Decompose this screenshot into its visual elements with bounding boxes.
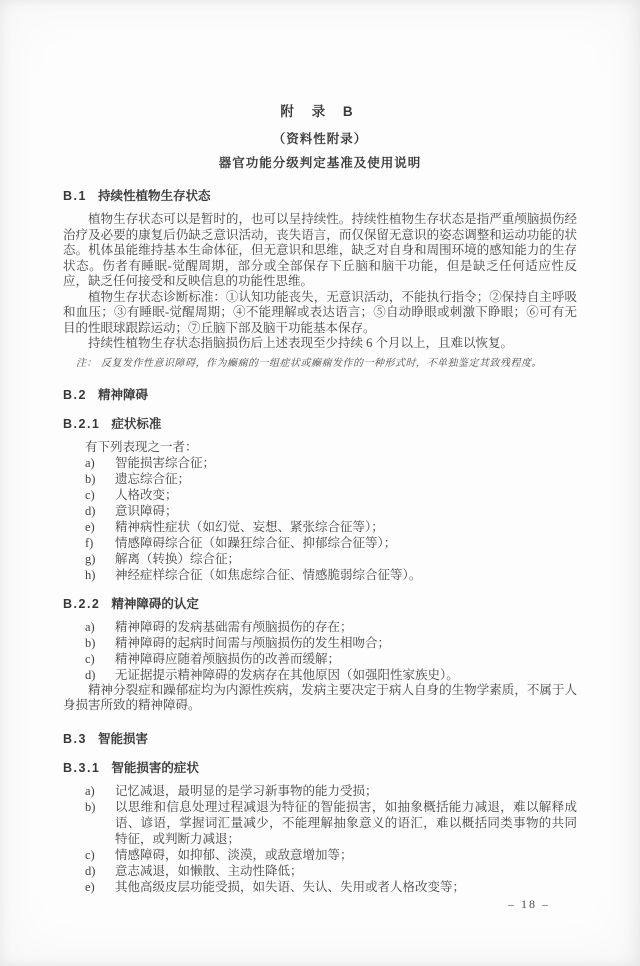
section-b2 <box>63 388 577 714</box>
list-item-label: f) <box>85 535 94 550</box>
list-item-text: 遗忘综合征； <box>115 471 191 486</box>
list-item-label: a) <box>85 455 95 470</box>
appendix-type: （资料性附录） <box>272 132 368 146</box>
list-item-label: d) <box>85 667 96 682</box>
b22-list <box>63 619 577 683</box>
b1-paragraph-3: 持续性植物生存状态指脑损伤后上述表现至少持续 6 个月以上，且难以恢复。 <box>88 336 514 350</box>
section-b21-id: B.2.1 <box>63 416 101 431</box>
appendix-header <box>63 100 577 171</box>
list-item <box>63 503 577 519</box>
list-item <box>63 567 577 583</box>
list-item-text: 意志减退，如懒散、主动性降低； <box>115 863 303 878</box>
list-item-text: 人格改变； <box>115 487 178 502</box>
section-b22-id: B.2.2 <box>63 596 101 611</box>
list-item-text: 情感障碍综合征（如躁狂综合征、抑郁综合征等）； <box>115 535 397 550</box>
appendix-subject: 器官功能分级判定基准及使用说明 <box>218 156 422 170</box>
list-item <box>63 651 577 667</box>
section-b31-title: 智能损害的症状 <box>111 760 199 775</box>
list-item-label: h) <box>85 567 96 582</box>
list-item-label: d) <box>85 863 96 878</box>
list-item-label: b) <box>85 799 96 814</box>
list-item <box>63 455 577 471</box>
list-item <box>63 471 577 487</box>
section-b2-heading <box>63 388 577 403</box>
b31-list <box>63 783 577 895</box>
section-b2-title: 精神障碍 <box>97 387 148 402</box>
list-item <box>63 799 577 847</box>
list-item <box>63 519 577 535</box>
list-item-label: b) <box>85 471 96 486</box>
section-b1-heading <box>63 189 577 204</box>
appendix-label: 附 录 B <box>280 104 360 119</box>
b22-paragraph: 精神分裂症和躁郁症均为内源性疾病，发病主要决定于病人自身的生物学素质，不属于人身损害所致的精神障碍。 <box>63 682 577 712</box>
list-item-label: e) <box>85 519 95 534</box>
list-item <box>63 847 577 863</box>
list-item-text: 精神障碍应随着颅脑损伤的改善而缓解； <box>115 651 341 666</box>
list-item-text: 以思维和信息处理过程减退为特征的智能损害，如抽象概括能力减退，难以解释成语、谚语，掌握词汇量减少，不能理解抽象意义的语汇，难以概括同类事物的共同特征，或判断力减退； <box>115 799 577 846</box>
list-item-text: 智能损害综合征； <box>115 455 216 470</box>
section-b21-title: 症状标准 <box>111 416 162 431</box>
b1-note <box>76 357 577 370</box>
list-item-text: 解离（转换）综合征； <box>115 551 241 566</box>
list-item-label: c) <box>85 847 95 862</box>
section-b22-heading <box>63 597 577 612</box>
b1-note-text: 反复发作性意识障碍，作为癫痫的一组症状或癫痫发作的一种形式时，不单独鉴定其致残程度。 <box>101 357 542 369</box>
list-item-label: b) <box>85 635 96 650</box>
list-item-label: d) <box>85 503 96 518</box>
section-b3 <box>63 732 577 895</box>
list-item-text: 无证据提示精神障碍的发病存在其他原因（如强阳性家族史）。 <box>115 667 459 682</box>
list-item <box>63 783 577 799</box>
list-item-text: 精神障碍的起病时间需与颅脑损伤的发生相吻合； <box>115 635 391 650</box>
list-item-text: 记忆减退，最明显的是学习新事物的能力受损； <box>115 783 378 798</box>
section-b31-id: B.3.1 <box>63 760 101 775</box>
b1-note-label: 注： <box>76 357 97 369</box>
section-b22-title: 精神障碍的认定 <box>111 596 199 611</box>
b1-paragraph-2: 植物生存状态诊断标准：①认知功能丧失，无意识活动，不能执行指令；②保持自主呼吸和血压；③有睡眠-觉醒周期；④不能理解或表达语言；⑤自动睁眼或刺激下睁眼；⑥可有无目的性眼球跟踪运动；⑦丘脑下部及脑干功能基本保存。 <box>63 289 577 335</box>
section-b1-id: B.1 <box>63 189 87 203</box>
list-item <box>63 863 577 879</box>
section-b3-id: B.3 <box>63 731 87 746</box>
list-item-label: c) <box>85 487 95 502</box>
section-b3-title: 智能损害 <box>97 731 148 746</box>
list-item <box>63 635 577 651</box>
list-item <box>63 535 577 551</box>
list-item <box>63 551 577 567</box>
section-b2-id: B.2 <box>63 387 87 402</box>
list-item-label: c) <box>85 651 95 666</box>
section-b1-title: 持续性植物生存状态 <box>97 189 211 203</box>
list-item-text: 意识障碍； <box>115 503 178 518</box>
page-number: – 18 – <box>508 897 550 911</box>
section-b1 <box>63 189 577 370</box>
list-item <box>63 667 577 683</box>
list-item-text: 精神病性症状（如幻觉、妄想、紧张综合征等）； <box>115 519 384 534</box>
list-item-label: e) <box>85 879 95 894</box>
list-item-text: 情感障碍，如抑郁、淡漠，或敌意增加等； <box>115 847 353 862</box>
section-b3-heading <box>63 732 577 747</box>
list-item-text: 精神障碍的发病基础需有颅脑损伤的存在； <box>115 619 353 634</box>
list-item <box>63 487 577 503</box>
section-b21-heading <box>63 417 577 432</box>
b21-list <box>63 455 577 583</box>
list-item-text: 其他高级皮层功能受损，如失语、失认、失用或者人格改变等； <box>115 879 466 894</box>
b1-paragraph-1: 植物生存状态可以是暂时的，也可以呈持续性。持续性植物生存状态是指严重颅脑损伤经治疗及必要的康复后仍缺乏意识活动，丧失语言，而仅保留无意识的姿态调整和运动功能的状态。机体虽能维持基本生命体征，但无意识和思维，缺乏对自身和周围环境的感知能力的生存状态。伤者有睡眠-觉醒周期，部分或全部保存下丘脑和脑干功能，但是缺乏任何适应性反应，缺乏任何接受和反映信息的功能性思维。 <box>63 212 577 288</box>
list-item <box>63 619 577 635</box>
list-item-label: a) <box>85 783 95 798</box>
section-b31-heading <box>63 761 577 776</box>
list-item <box>63 879 577 895</box>
list-item-label: g) <box>85 551 96 566</box>
list-item-label: a) <box>85 619 95 634</box>
b21-list-intro: 有下列表现之一者： <box>85 439 198 454</box>
list-item-text: 神经症样综合征（如焦虑综合征、情感脆弱综合征等）。 <box>115 567 422 582</box>
